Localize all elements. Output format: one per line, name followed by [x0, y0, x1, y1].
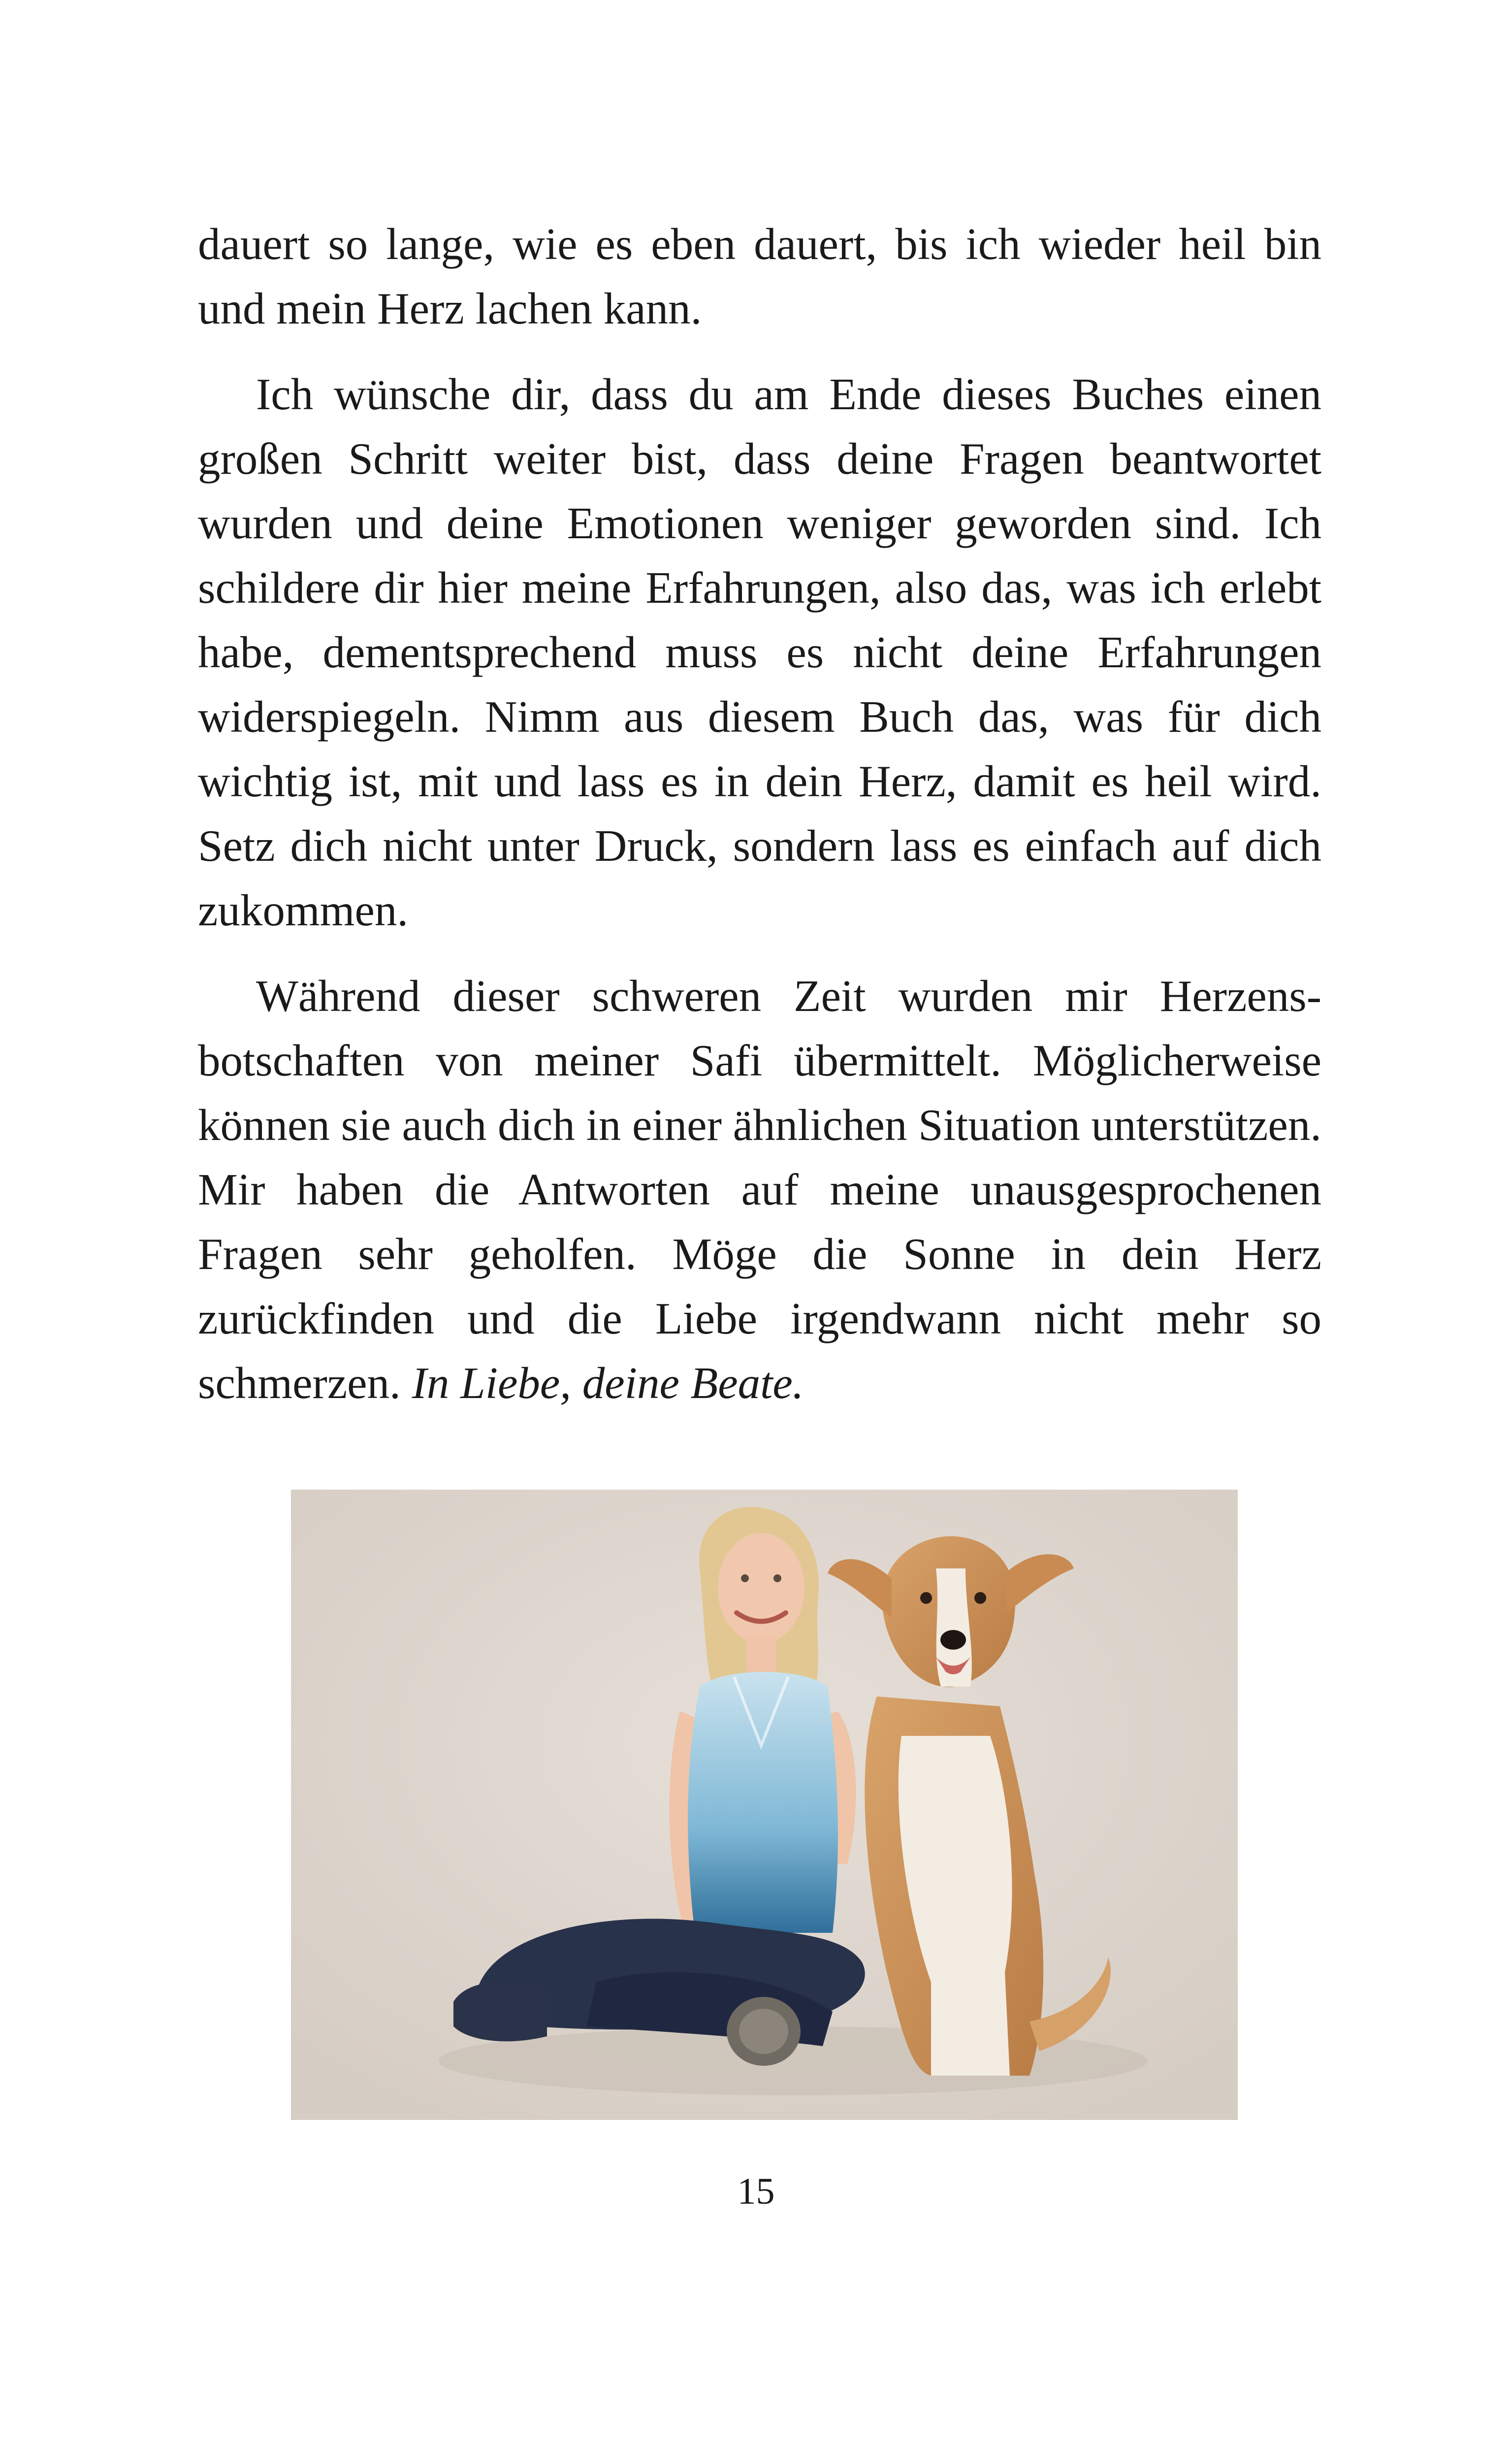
- paragraph-2: Ich wünsche dir, dass du am Ende dieses Buches einen großen Schritt weiter bist, dass deine Fragen beantwortet wurden und deine Emotionen weniger geworden sind. Ich schildere dir hier meine Erfahrungen, also das, was ich erlebt habe, dementsprechend muss es nicht deine Erfahrungen widerspiegeln. Nimm aus diesem Buch das, was für dich wichtig ist, mit und lass es in dein Herz, damit es heil wird. Setz dich nicht unter Druck, sondern lass es einfach auf dich zukommen.: [198, 369, 1321, 935]
- paragraph-3-text: Während dieser schweren Zeit wurden mir Herzensbotschaften von meiner Safi übermittelt. Möglicherweise können sie auch dich in einer ähnlichen Situation unterstützen. Mir haben die Antworten auf meine unausgesprochenen Fragen sehr geholfen. Möge die Sonne in dein Herz zurückfinden und die Liebe irgendwann nicht mehr so schmerzen.: [198, 971, 1321, 1408]
- paragraph-1: dauert so lange, wie es eben dauert, bis ich wieder heil bin und mein Herz lachen kann.: [198, 219, 1321, 333]
- signature: In Liebe, deine Beate.: [412, 1358, 804, 1408]
- page-number: 15: [737, 2171, 775, 2212]
- photo-illustration: [291, 1490, 1238, 2120]
- author-with-dog-photo: [291, 1490, 1238, 2120]
- body-text: [198, 212, 1321, 1436]
- paragraph-3: [198, 964, 1321, 1415]
